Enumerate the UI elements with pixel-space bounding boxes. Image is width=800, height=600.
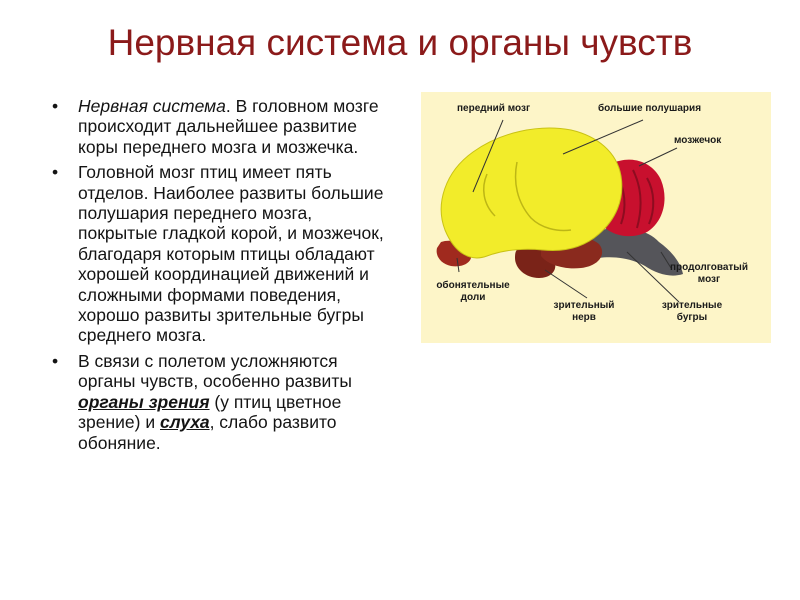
bullet-text: В связи с полетом усложняются органы чувств, особенно развиты bbox=[78, 350, 352, 392]
bullet-item bbox=[52, 351, 392, 453]
label-medulla bbox=[654, 262, 764, 286]
bullet-text: (у птиц цветное зрение) и bbox=[78, 391, 342, 433]
label-optic-tubercles bbox=[647, 300, 737, 324]
bullet-item bbox=[52, 162, 392, 346]
label-olfactory-line2: доли bbox=[460, 292, 486, 303]
bullet-text: , слабо развито обоняние. bbox=[78, 412, 337, 453]
bullet-text: . В головном мозге происходит дальнейшее развитие коры переднего мозга и мозжечка. bbox=[78, 96, 379, 157]
emphasis-vision: органы зрения bbox=[78, 391, 210, 412]
label-olfactory-line1: обонятельные bbox=[436, 280, 510, 291]
label-hemispheres: большие полушария bbox=[598, 103, 702, 114]
label-optic-nerve bbox=[539, 300, 629, 324]
label-optic-nerve-line1: зрительный bbox=[553, 300, 615, 311]
label-medulla-line2: мозг bbox=[697, 274, 721, 285]
bullet-item bbox=[52, 96, 392, 157]
bullet-dot: • bbox=[52, 162, 59, 183]
label-optic-tubercles-line1: зрительные bbox=[661, 300, 723, 311]
emphasis-hearing: слуха bbox=[160, 412, 210, 433]
bullet-text: Головной мозг птиц имеет пять отделов. Наиболее развиты большие полушария переднего мозга, покрытые гладкой корой, и мозжечок, благодаря которым птицы обладают хорошей координацией движений и сложными формами поведения, хорошо развиты зрительные бугры среднего мозга. bbox=[78, 162, 384, 346]
bullet-list bbox=[52, 96, 392, 458]
label-cerebellum: мозжечок bbox=[674, 135, 722, 146]
bullet-dot: • bbox=[52, 350, 59, 371]
slide-title: Нервная система и органы чувств bbox=[107, 22, 693, 63]
label-optic-nerve-line2: нерв bbox=[572, 312, 596, 323]
label-optic-tubercles-line2: бугры bbox=[676, 312, 708, 323]
label-forebrain: передний мозг bbox=[457, 103, 531, 114]
bullet-dot: • bbox=[52, 96, 59, 116]
label-medulla-line1: продолговатый bbox=[670, 262, 748, 273]
bullet-italic-lead: Нервная система bbox=[78, 96, 226, 116]
label-olfactory bbox=[433, 280, 513, 304]
bird-brain-diagram bbox=[421, 92, 771, 343]
